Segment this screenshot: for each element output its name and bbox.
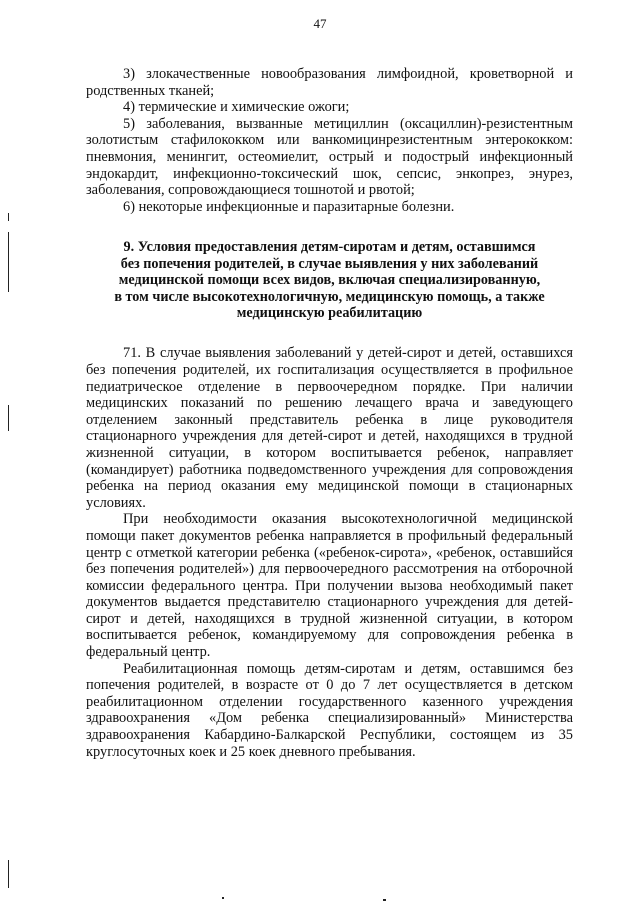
- section-heading: [86, 239, 573, 321]
- list-item-5: 5) заболевания, вызванные метициллин (оксациллин)-резистентным золотистым стафилококком или ванкомицинрезистентным энтерококком: пневмония, менингит, остеомиелит, острый и подострый инфекционный эндокардит, инфекционно-токсический шок, сепсис, энкопрез, энурез, заболевания, сопровождающиеся тошнотой и рвотой;: [86, 115, 573, 199]
- scan-artifact: [8, 860, 9, 888]
- section-heading-line: медицинской помощи всех видов, включая специализированную,: [118, 272, 541, 289]
- scan-artifact: [8, 232, 9, 292]
- section-heading-line: 9. Условия предоставления детям-сиротам и детям, оставшимся: [123, 239, 536, 256]
- scan-artifact: [222, 897, 224, 899]
- list-item-3: 3) злокачественные новообразования лимфоидной, кроветворной и родственных тканей;: [86, 66, 573, 99]
- paragraph-high-tech-care: При необходимости оказания высокотехнологичной медицинской помощи пакет документов ребенка направляется в профильный федеральный центр с отметкой категории ребенка («ребенок-сирота», «ребенок, оставшийся без попечения родителей») для первоочередного рассмотрения на отборочной комиссии федерального центра. При получении вызова необходимый пакет документов выдается представителю стационарного учреждения для детей-сирот и детей, находящихся в трудной жизненной ситуации, в котором воспитывается ребенок, командируемому для сопровождения ребенка в федеральный центр.: [86, 511, 573, 661]
- page-number: 47: [313, 16, 327, 31]
- document-body: [86, 66, 573, 760]
- section-heading-line: без попечения родителей, в случае выявления у них заболеваний: [120, 255, 539, 272]
- section-heading-line: медицинскую реабилитацию: [236, 304, 423, 321]
- list-item-4: 4) термические и химические ожоги;: [123, 99, 350, 116]
- section-heading-line: в том числе высокотехнологичную, медицинскую помощь, а также: [114, 288, 545, 305]
- paragraph-71: 71. В случае выявления заболеваний у детей-сирот и детей, оставшихся без попечения родителей, их госпитализация осуществляется в профильное педиатрическое отделение в первоочередном порядке. При наличии медицинских показаний по решению лечащего врача и заведующего отделением законный представитель ребенка в лице руководителя стационарного учреждения для детей-сирот и детей, находящихся в трудной жизненной ситуации, в котором воспитывается ребенок, направляет (командирует) работника подведомственного учреждения для сопровождения ребенка на период оказания ему медицинской помощи в стационарных условиях.: [86, 345, 573, 511]
- list-item-6: 6) некоторые инфекционные и паразитарные болезни.: [123, 198, 455, 215]
- scan-artifact: [8, 213, 9, 221]
- scan-artifact: [383, 899, 386, 901]
- paragraph-rehabilitation: Реабилитационная помощь детям-сиротам и детям, оставшимся без попечения родителей, в возрасте от 0 до 7 лет осуществляется в детском реабилитационном отделении государственного казенного учреждения здравоохранения «Дом ребенка специализированный» Министерства здравоохранения Кабардино-Балкарской Республики, состоящем из 35 круглосуточных коек и 25 коек дневного пребывания.: [86, 660, 573, 760]
- scan-artifact: [8, 405, 9, 431]
